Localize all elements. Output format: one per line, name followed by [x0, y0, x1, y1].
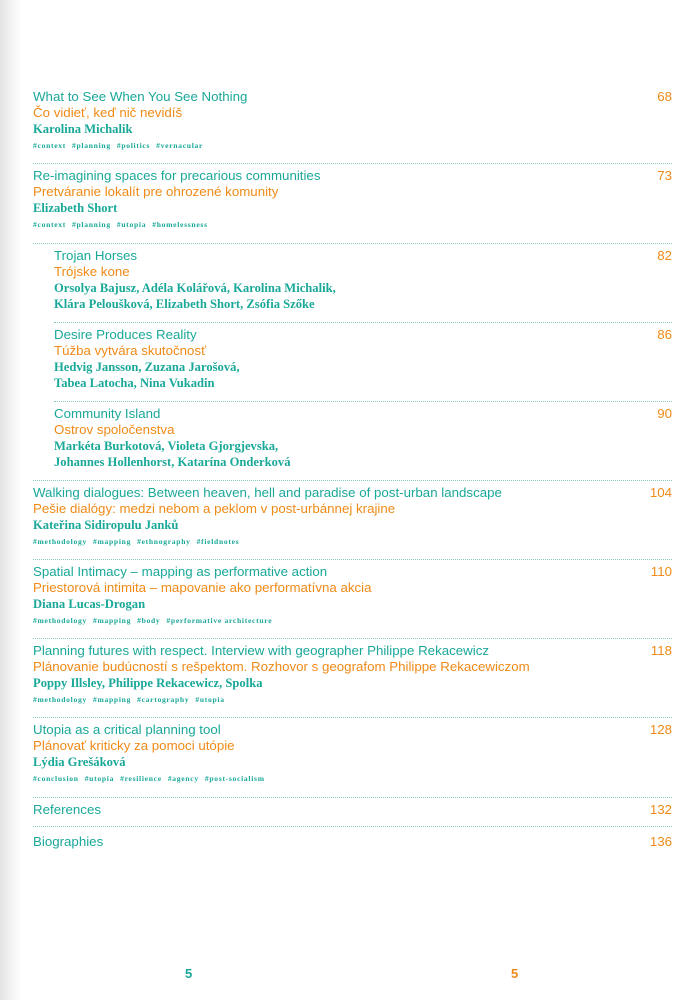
- tag: #agency: [167, 774, 199, 783]
- entry-tags: [33, 219, 672, 231]
- tag: #utopia: [116, 220, 147, 229]
- entry-title-en: Re-imagining spaces for precarious communities: [33, 168, 321, 183]
- entry-title-en: Walking dialogues: Between heaven, hell and paradise of post-urban landscape: [33, 485, 502, 500]
- entry-page-number: 82: [657, 248, 672, 263]
- entry-authors: Diana Lucas-Drogan: [33, 597, 146, 611]
- entry-authors: Tabea Latocha, Nina Vukadin: [54, 376, 215, 390]
- entry-page-number: 90: [657, 406, 672, 421]
- tag: #cartography: [137, 695, 190, 704]
- entry-page-number: 136: [649, 834, 672, 849]
- tag: #conclusion: [33, 774, 79, 783]
- entry-title-en: Planning futures with respect. Interview with geographer Philippe Rekacewicz: [33, 643, 490, 658]
- tag: #resilience: [120, 774, 162, 783]
- entry-page-number: 128: [649, 722, 672, 737]
- entry-title-sk: Plánovanie budúcností s rešpektom. Rozhovor s geografom Philippe Rekacewiczom: [33, 659, 530, 674]
- tag: #methodology: [33, 695, 87, 704]
- divider: [33, 559, 672, 560]
- toc-entry[interactable]: [54, 248, 672, 312]
- toc-entry[interactable]: [33, 168, 672, 231]
- entry-title-en: Utopia as a critical planning tool: [33, 722, 221, 737]
- divider: [54, 322, 672, 323]
- entry-page-number: 132: [649, 802, 672, 817]
- toc-entry[interactable]: [54, 406, 672, 470]
- entry-page-number: 68: [657, 89, 672, 104]
- tag: #utopia: [84, 774, 115, 783]
- tag: #context: [33, 141, 67, 150]
- toc-entry[interactable]: [54, 327, 672, 391]
- entry-authors: Markéta Burkotová, Violeta Gjorgjevska,: [54, 439, 279, 453]
- divider: [54, 401, 672, 402]
- tag: #politics: [116, 141, 151, 150]
- toc-entry[interactable]: [33, 802, 672, 818]
- divider: [33, 717, 672, 718]
- entry-title-en: References: [33, 802, 101, 817]
- divider: [33, 826, 672, 827]
- toc-entry[interactable]: [33, 834, 672, 850]
- entry-authors: Klára Peloušková, Elizabeth Short, Zsófia Szőke: [54, 297, 315, 311]
- entry-title-sk: Priestorová intimita – mapovanie ako performatívna akcia: [33, 580, 372, 595]
- entry-authors: Lýdia Grešáková: [33, 755, 126, 769]
- entry-title-en: What to See When You See Nothing: [33, 89, 248, 104]
- tag: #mapping: [92, 695, 132, 704]
- entry-title-sk: Pešie dialógy: medzi nebom a peklom v post-urbánnej krajine: [33, 501, 396, 516]
- toc-entry[interactable]: [33, 722, 672, 785]
- entry-authors: Johannes Hollenhorst, Katarína Onderková: [54, 455, 291, 469]
- divider: [33, 638, 672, 639]
- entry-page-number: 104: [649, 485, 672, 500]
- toc-entry[interactable]: [33, 564, 672, 627]
- entry-title-sk: Túžba vytvára skutočnosť: [54, 343, 207, 358]
- entry-title-en: Desire Produces Reality: [54, 327, 197, 342]
- divider: [33, 797, 672, 798]
- folio-right: 5: [511, 966, 519, 981]
- entry-title-sk: Ostrov spoločenstva: [54, 422, 175, 437]
- entry-page-number: 86: [657, 327, 672, 342]
- entry-page-number: 110: [650, 564, 672, 579]
- tag: #methodology: [33, 616, 87, 625]
- entry-title-sk: Plánovať kriticky za pomoci utópie: [33, 738, 235, 753]
- entry-title-en: Spatial Intimacy – mapping as performative action: [33, 564, 328, 579]
- tag: #body: [137, 616, 161, 625]
- entry-authors: Elizabeth Short: [33, 201, 118, 215]
- tag: #mapping: [92, 616, 132, 625]
- tag: #fieldnotes: [196, 537, 240, 546]
- tag: #planning: [72, 141, 111, 150]
- entry-tags: [33, 536, 672, 548]
- entry-authors: Hedvig Jansson, Zuzana Jarošová,: [54, 360, 240, 374]
- toc-entry[interactable]: [33, 89, 672, 152]
- entry-tags: [33, 694, 672, 706]
- entry-title-en: Community Island: [54, 406, 161, 421]
- entry-authors: Poppy Illsley, Philippe Rekacewicz, Spolka: [33, 676, 263, 690]
- entry-page-number: 118: [650, 643, 672, 658]
- divider: [33, 163, 672, 164]
- entry-page-number: 73: [657, 168, 672, 183]
- tag: #homelessness: [152, 220, 208, 229]
- tag: #utopia: [195, 695, 225, 704]
- entry-title-en: Biographies: [33, 834, 104, 849]
- tag: #ethnography: [137, 537, 191, 546]
- tag: #performative architecture: [166, 616, 273, 625]
- entry-tags: [33, 140, 672, 152]
- tag: #methodology: [33, 537, 87, 546]
- entry-authors: Karolina Michalik: [33, 122, 133, 136]
- tag: #post-socialism: [204, 774, 265, 783]
- entry-authors: Kateřina Sidiropulu Janků: [33, 518, 179, 532]
- entry-title-sk: Trójske kone: [54, 264, 130, 279]
- toc-entry[interactable]: [33, 485, 672, 548]
- entry-title-sk: Čo vidieť, keď nič nevidíš: [33, 105, 183, 120]
- entry-tags: [33, 615, 672, 627]
- divider: [33, 243, 672, 244]
- toc-entry[interactable]: [33, 643, 672, 706]
- divider: [33, 480, 672, 481]
- tag: #planning: [72, 220, 111, 229]
- entry-authors: Orsolya Bajusz, Adéla Kolářová, Karolina Michalik,: [54, 281, 336, 295]
- tag: #vernacular: [156, 141, 204, 150]
- tag: #context: [33, 220, 67, 229]
- entry-tags: [33, 773, 672, 785]
- folio-left: 5: [185, 966, 193, 981]
- entry-title-en: Trojan Horses: [54, 248, 138, 263]
- tag: #mapping: [92, 537, 132, 546]
- entry-title-sk: Pretváranie lokalít pre ohrozené komunity: [33, 184, 279, 199]
